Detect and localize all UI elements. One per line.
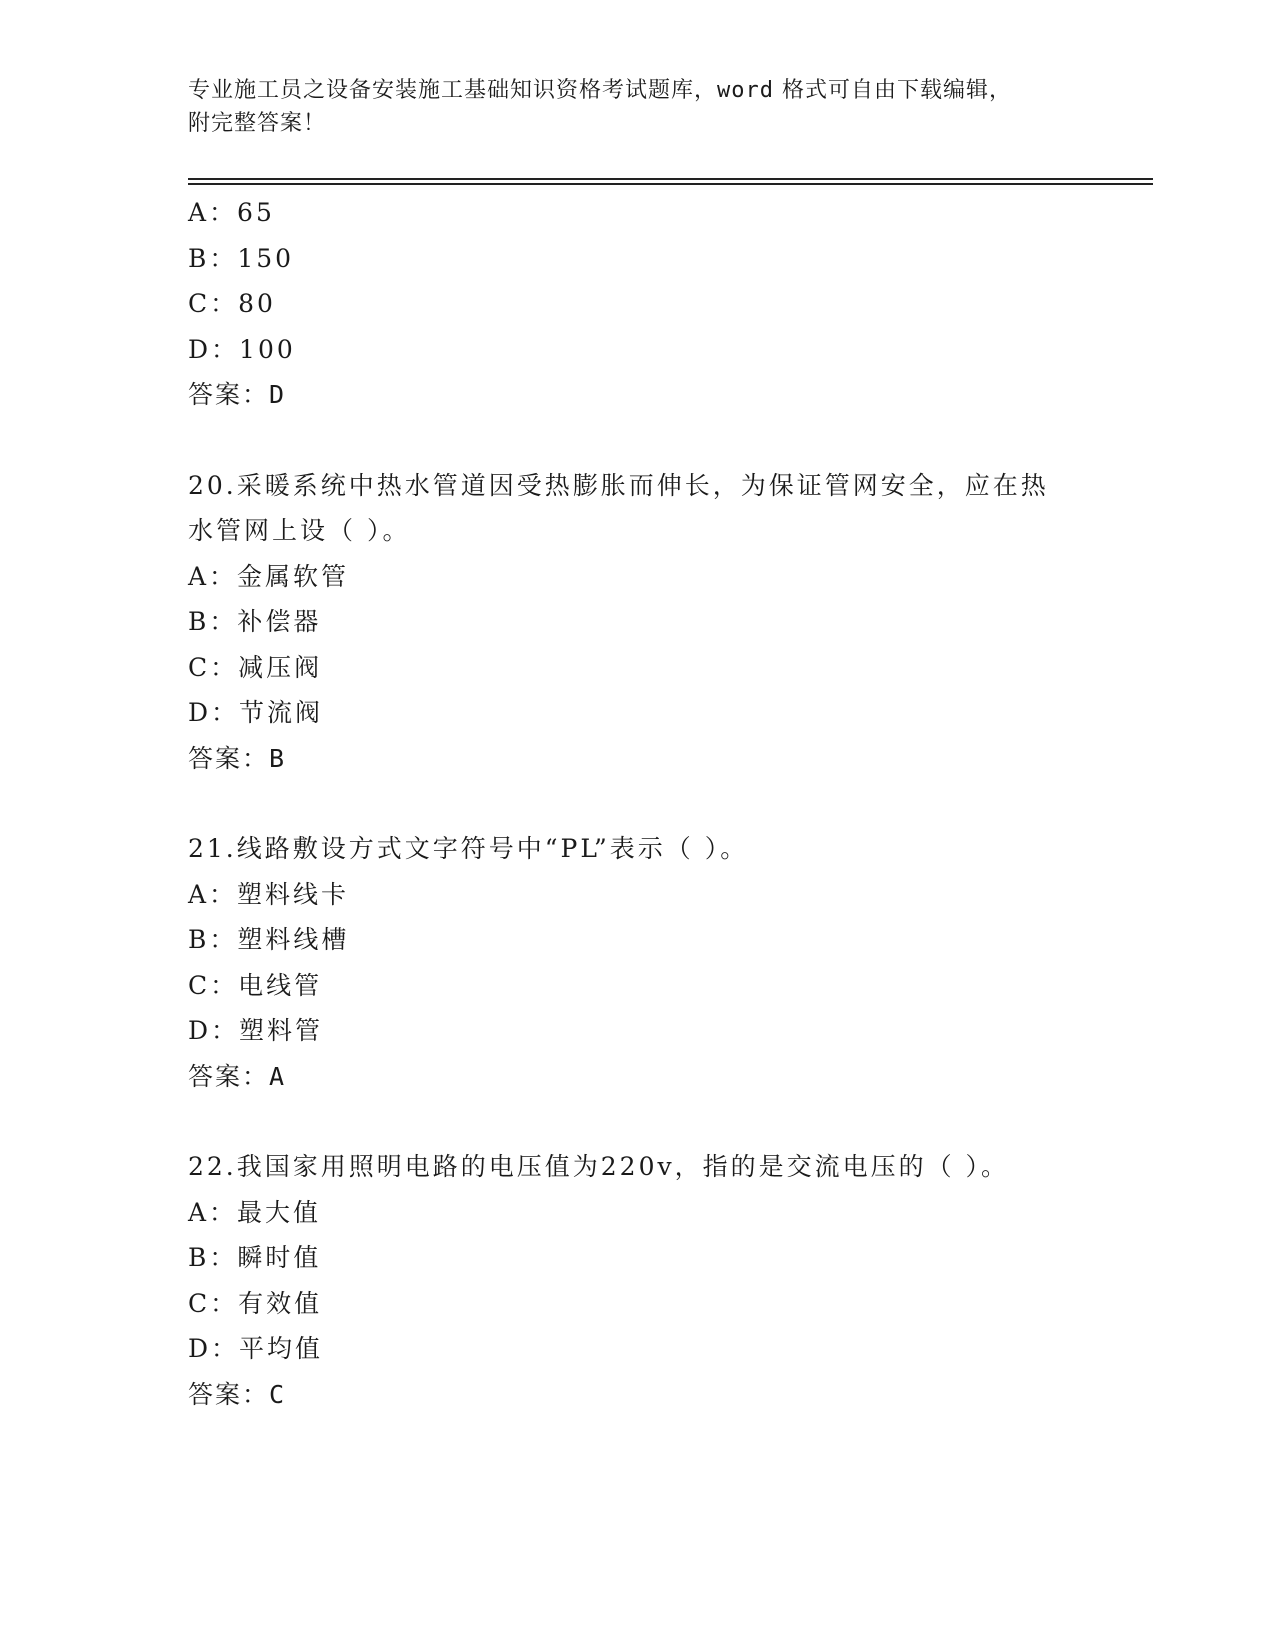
spacer [188,418,1088,463]
header-divider-bottom [188,183,1153,185]
header-divider-top [188,178,1153,180]
option-c: C：有效值 [188,1288,323,1318]
option-d: D：平均值 [188,1334,324,1363]
option-a: A：最大值 [188,1197,322,1227]
answer-line: 答案：D [188,380,287,409]
question-text: 21.线路敷设方式文字符号中“PL”表示（ ）。 [188,834,749,863]
question-22 [188,1144,1088,1417]
option-d: D：节流阀 [188,698,324,727]
answer-line: 答案：B [188,743,287,773]
question-19 [188,190,1088,418]
answer-line: 答案：C [188,1379,287,1409]
answer-line: 答案：A [188,1061,287,1091]
option-c: C：电线管 [188,970,323,1000]
header-text: 专业施工员之设备安装施工基础知识资格考试题库， [188,78,718,103]
question-text-line-2: 水管网上设（ ）。 [188,516,411,545]
document-header [188,74,1088,140]
header-line-2: 附完整答案！ [188,111,327,136]
question-list [188,190,1088,1417]
option-b: B：瞬时值 [188,1243,322,1272]
header-format-word: word [717,78,774,103]
option-a: A：金属软管 [188,561,350,591]
question-20 [188,463,1088,782]
option-c: C：80 [188,289,276,318]
spacer [188,781,1088,826]
header-line-1 [188,74,1088,107]
option-b: B：塑料线槽 [188,925,350,954]
option-d: D：塑料管 [188,1016,324,1045]
question-text: 22.我国家用照明电路的电压值为220v，指的是交流电压的（ ）。 [188,1152,1010,1181]
option-b: B：150 [188,243,295,273]
option-d: D：100 [188,334,296,364]
header-text-suffix: 格式可自由下载编辑， [774,78,1012,103]
question-21 [188,826,1088,1099]
option-a: A：塑料线卡 [188,879,350,909]
spacer [188,1099,1088,1144]
option-c: C：减压阀 [188,652,323,682]
option-b: B：补偿器 [188,607,322,636]
option-a: A：65 [188,198,275,227]
question-text-line-1: 20.采暖系统中热水管道因受热膨胀而伸长，为保证管网安全，应在热 [188,470,1049,500]
